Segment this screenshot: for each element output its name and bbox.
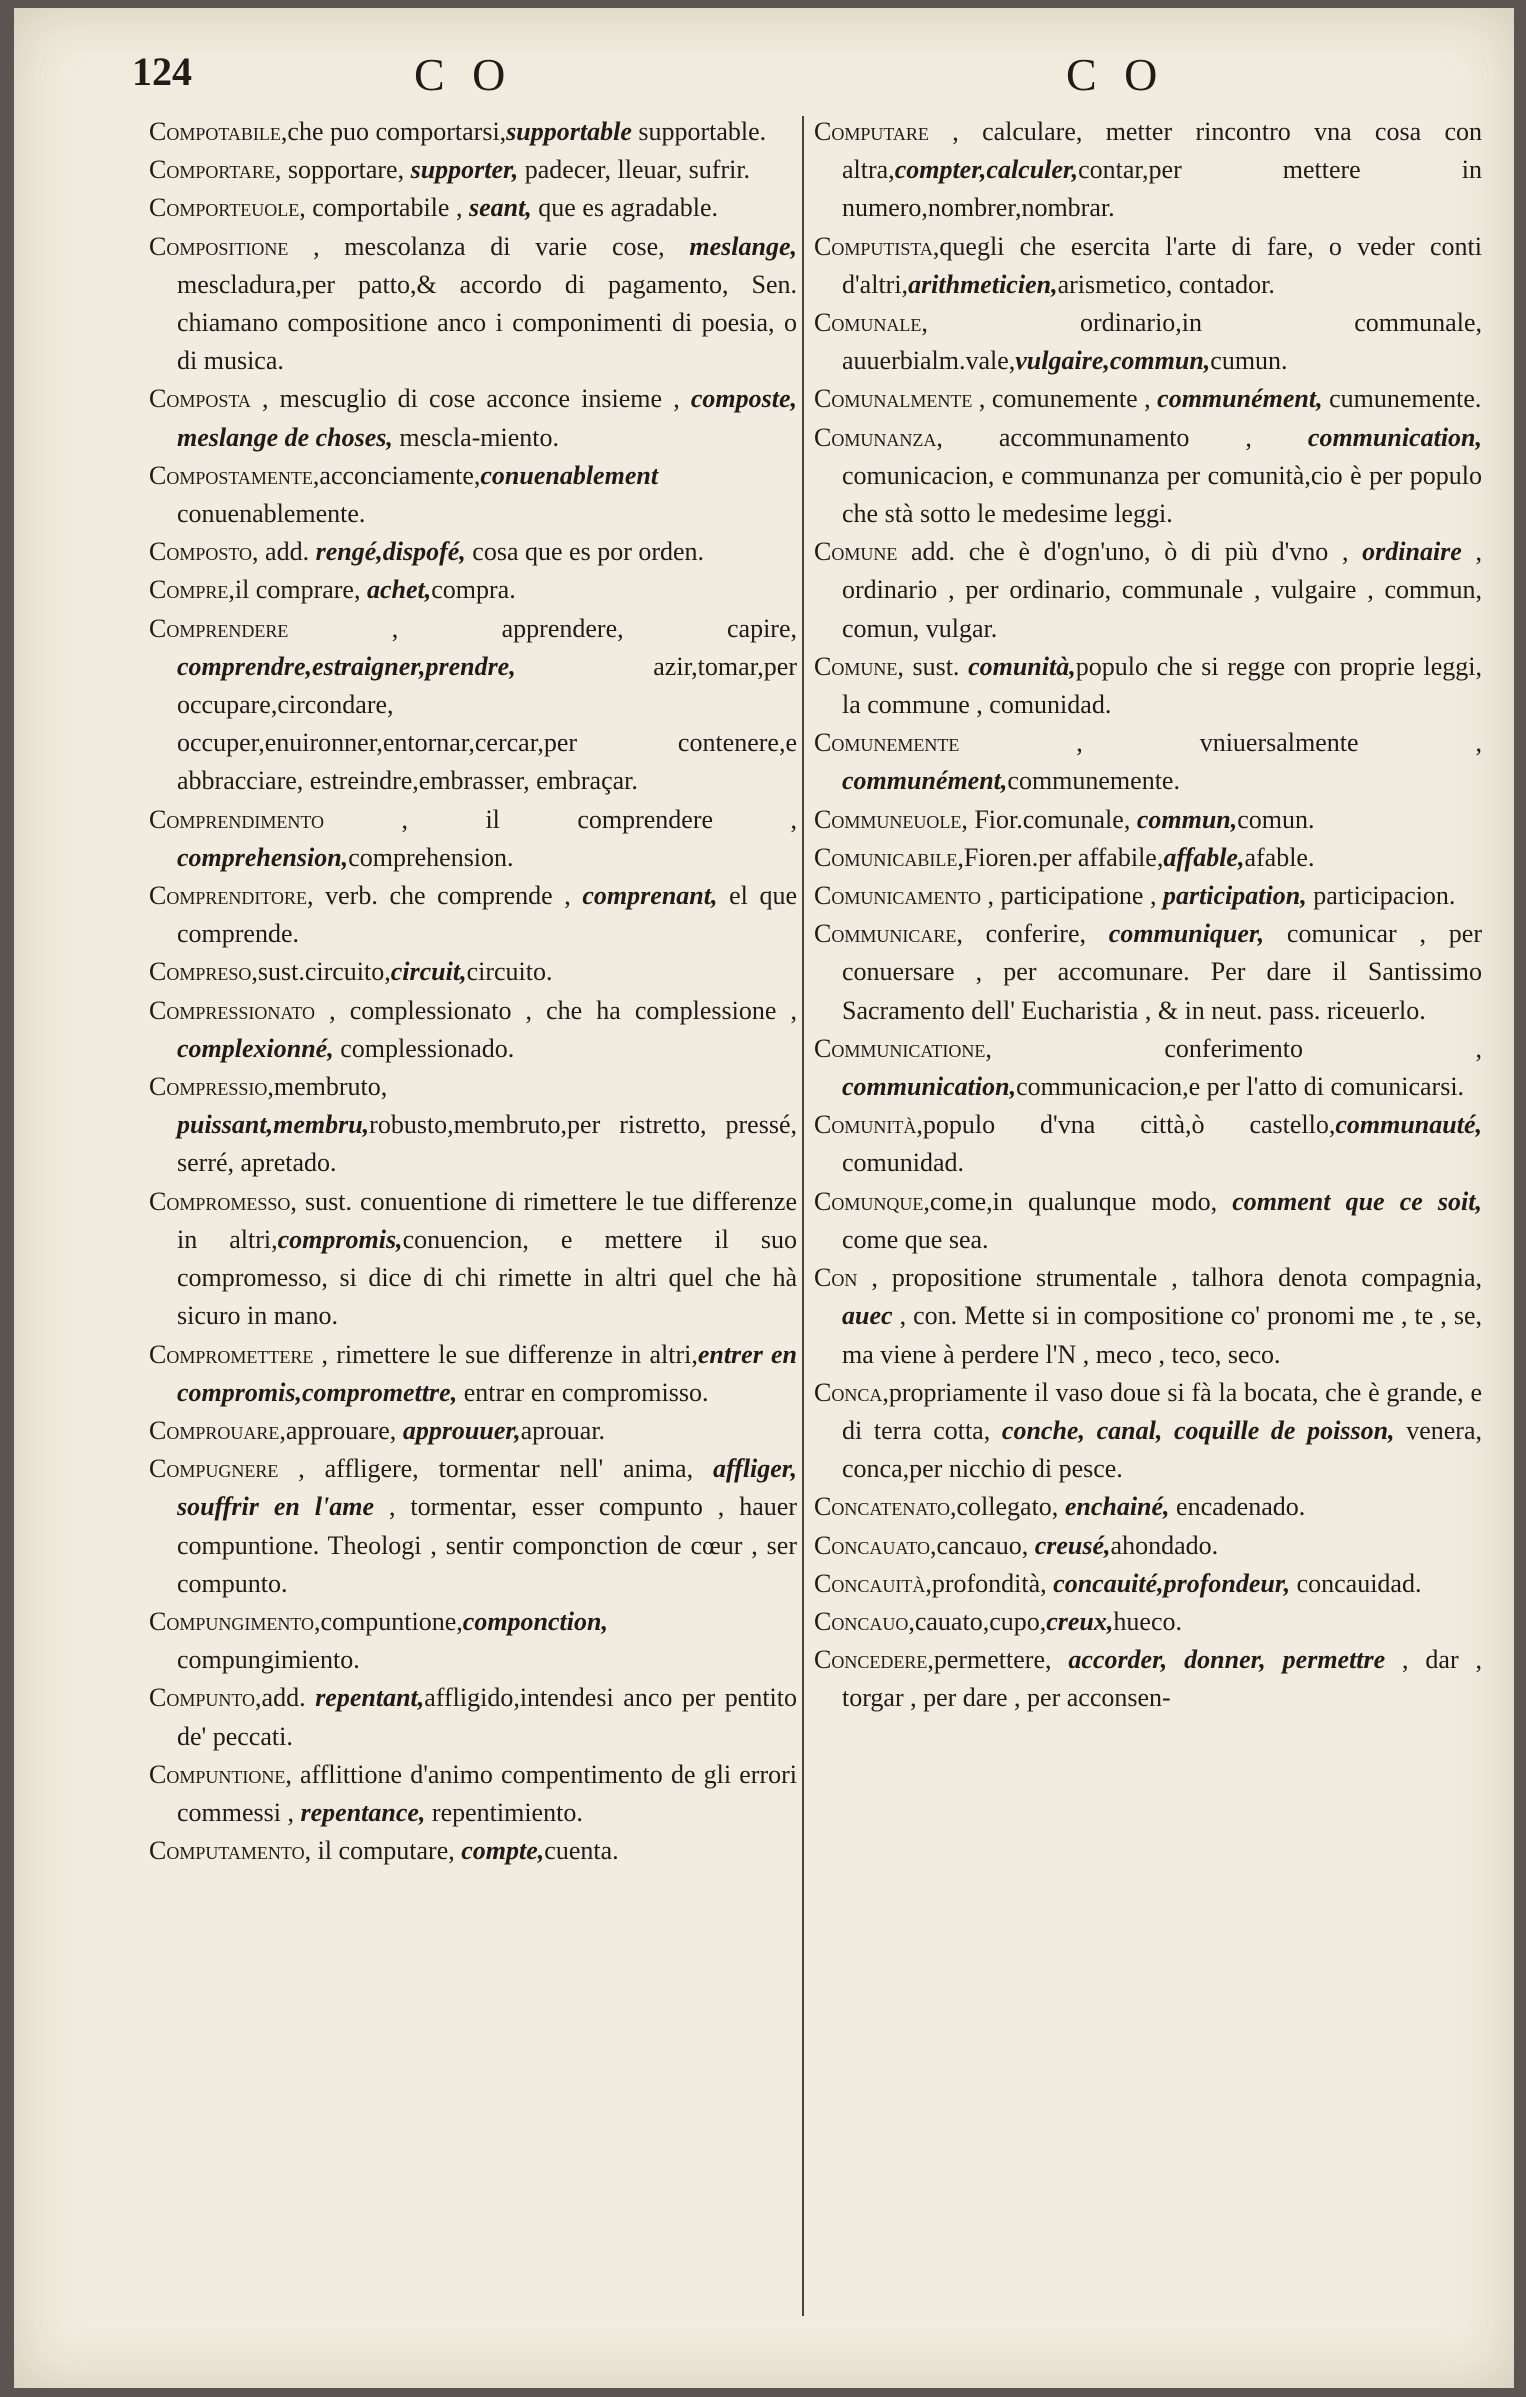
entry-french-equivalent: enchainé,	[1064, 1492, 1170, 1522]
entry-french-equivalent: affable,	[1163, 842, 1245, 872]
entry-french-equivalent: vulgaire,commun,	[1015, 346, 1211, 376]
entry-definition: profondità,	[931, 1568, 1054, 1598]
dictionary-entry	[149, 1068, 797, 1183]
entry-headword: Comunale,	[814, 308, 928, 338]
entry-headword: Concauato,	[814, 1530, 937, 1560]
entry-headword: Computista,	[814, 231, 940, 261]
entry-continuation: conuenablemente.	[177, 499, 366, 529]
entry-headword: Composto,	[149, 537, 259, 567]
dictionary-entry	[149, 151, 797, 189]
entry-definition: cancauo,	[936, 1530, 1035, 1560]
dictionary-entry	[814, 877, 1482, 915]
entry-definition: conferimento ,	[991, 1033, 1482, 1063]
dictionary-entry	[814, 1030, 1482, 1106]
dictionary-entry	[149, 1412, 797, 1450]
page-header	[14, 48, 1514, 108]
entry-french-equivalent: approuuer,	[402, 1415, 521, 1445]
entry-french-equivalent: arithmeticien,	[908, 269, 1058, 299]
entry-continuation: concauidad.	[1290, 1568, 1422, 1598]
entry-headword: Communicare,	[814, 919, 963, 949]
entry-continuation: arismetico, contador.	[1057, 269, 1275, 299]
entry-definition: , apprendere, capire,	[288, 613, 797, 643]
entry-continuation: afable.	[1244, 842, 1315, 872]
dictionary-entry	[149, 992, 797, 1068]
entry-definition: , il comprendere ,	[324, 804, 797, 834]
entry-headword: Comunicamento	[814, 881, 982, 911]
entry-continuation: comunidad.	[842, 1148, 965, 1178]
dictionary-entry	[814, 380, 1482, 418]
entry-continuation: mescladura,per patto,& accordo di pagamento, Sen. chiamano compositione anco i componimenti di poesia, o di musica.	[177, 269, 797, 376]
entry-french-equivalent: compromis,	[277, 1224, 403, 1254]
entry-headword: Comporteuole,	[149, 193, 306, 223]
entry-continuation: participacion.	[1306, 881, 1456, 911]
dictionary-entry	[149, 1832, 797, 1870]
entry-definition: sust.circuito,	[257, 957, 391, 987]
entry-french-equivalent: compter,calculer,	[894, 155, 1079, 185]
dictionary-entry	[814, 915, 1482, 1030]
entry-french-equivalent: communément,	[1157, 384, 1323, 414]
entry-definition: conferire,	[962, 919, 1109, 949]
entry-continuation: cumun.	[1210, 346, 1288, 376]
entry-headword: Compungimento,	[149, 1606, 321, 1636]
dictionary-entry	[149, 1679, 797, 1755]
entry-french-equivalent: ordinaire	[1362, 537, 1462, 567]
dictionary-entry	[814, 228, 1482, 304]
right-column	[814, 113, 1482, 1718]
entry-continuation: communicacion,e per l'atto di comunicarsi.	[1016, 1072, 1465, 1102]
dictionary-entry	[149, 877, 798, 953]
entry-french-equivalent: commun,	[1136, 804, 1238, 834]
entry-continuation: , ordinario , per ordinario, communale , vulgaire , commun, comun, vulgar.	[842, 537, 1482, 643]
dictionary-entry	[149, 1603, 797, 1679]
entry-definition: sust. conuentione di rimettere le tue differenze in altri,	[177, 1186, 797, 1254]
entry-continuation: come que sea.	[842, 1224, 989, 1254]
entry-continuation: comprehension.	[348, 842, 514, 872]
entry-continuation: padecer, lleuar, sufrir.	[518, 155, 751, 185]
entry-headword: Composta	[149, 384, 251, 414]
entry-french-equivalent: repentance,	[300, 1797, 426, 1827]
entry-headword: Concauo,	[814, 1606, 915, 1636]
entry-headword: Compressio,	[149, 1072, 274, 1102]
entry-headword: Compressionato	[149, 995, 316, 1025]
entry-definition: come,in qualunque modo,	[929, 1186, 1233, 1216]
dictionary-entry	[814, 648, 1482, 724]
running-head-right: C O	[1066, 49, 1166, 100]
entry-continuation: , dar , torgar , per dare , per acconsen-	[842, 1645, 1482, 1713]
dictionary-entry	[149, 228, 797, 381]
entry-french-equivalent: auec	[842, 1301, 893, 1331]
entry-continuation: entrar en compromisso.	[457, 1377, 709, 1407]
entry-headword: Comprouare,	[149, 1415, 286, 1445]
entry-headword: Compromesso,	[149, 1186, 297, 1216]
entry-french-equivalent: componction,	[462, 1606, 608, 1636]
dictionary-entry	[149, 533, 797, 571]
dictionary-entry	[149, 571, 797, 609]
dictionary-entry	[149, 1183, 797, 1336]
entry-continuation: affligido,intendesi anco per pentito de' peccati.	[177, 1683, 797, 1751]
entry-definition: sust.	[903, 651, 969, 681]
entry-headword: Compostamente,	[149, 460, 320, 490]
entry-headword: Comunità,	[814, 1110, 923, 1140]
entry-headword: Compugnere	[149, 1454, 279, 1484]
entry-french-equivalent: communication,	[1307, 422, 1482, 452]
entry-french-equivalent: entrer en compromis,compromettre,	[177, 1339, 798, 1407]
entry-french-equivalent: comment que ce soit,	[1232, 1186, 1482, 1216]
entry-continuation: mescla-miento.	[392, 422, 559, 452]
entry-headword: Compuntione,	[149, 1759, 292, 1789]
entry-definition: compuntione,	[320, 1606, 463, 1636]
entry-definition: membruto,	[273, 1072, 388, 1102]
entry-definition: populo d'vna città,ò castello,	[922, 1110, 1336, 1140]
entry-continuation: communemente.	[1007, 766, 1180, 796]
entry-definition: il comprare,	[234, 575, 367, 605]
entry-french-equivalent: comprendre,estraigner,prendre,	[177, 651, 516, 681]
entry-french-equivalent: participation,	[1162, 881, 1307, 911]
entry-continuation: compra.	[431, 575, 516, 605]
dictionary-entry	[149, 801, 797, 877]
entry-definition: add.	[261, 1683, 316, 1713]
entry-french-equivalent: complexionné,	[177, 1033, 334, 1063]
entry-french-equivalent: circuit,	[390, 957, 467, 987]
page-number: 124	[132, 49, 192, 94]
entry-definition: quegli che esercita l'arte di fare, o veder conti d'altri,	[842, 231, 1482, 299]
dictionary-entry	[814, 304, 1482, 380]
entry-french-equivalent: communication,	[842, 1072, 1017, 1102]
dictionary-entry	[814, 1374, 1483, 1489]
entry-definition: acconciamente,	[319, 460, 481, 490]
entry-headword: Compunto,	[149, 1683, 262, 1713]
entry-headword: Conca,	[814, 1377, 889, 1407]
entry-continuation: , tormentar, esser compunto , hauer compuntione. Theologi , sentir componction de cœur , ser compunto.	[177, 1492, 797, 1598]
entry-french-equivalent: conuenablement	[480, 460, 659, 490]
entry-french-equivalent: comprenant,	[582, 881, 718, 911]
dictionary-entry	[814, 801, 1482, 839]
dictionary-entry	[814, 1183, 1482, 1259]
entry-headword: Compositione	[149, 231, 289, 261]
dictionary-entry	[149, 189, 797, 227]
entry-french-equivalent: accorder, donner, permettre	[1068, 1645, 1386, 1675]
entry-definition: comportabile ,	[305, 193, 469, 223]
running-head-left: C O	[414, 49, 514, 100]
dictionary-entry	[814, 839, 1482, 877]
entry-continuation: repentimiento.	[425, 1797, 583, 1827]
dictionary-entry	[814, 724, 1482, 800]
entry-headword: Communicatione,	[814, 1033, 992, 1063]
entry-headword: Compre,	[149, 575, 235, 605]
entry-continuation: cuenta.	[544, 1836, 619, 1866]
entry-definition: , comunemente ,	[972, 384, 1158, 414]
dictionary-entry	[814, 1488, 1482, 1526]
entry-french-equivalent: compte,	[461, 1836, 545, 1866]
entry-definition: add.	[258, 537, 316, 567]
entry-definition: , complessionato , che ha complessione ,	[315, 995, 797, 1025]
entry-continuation: ahondado.	[1110, 1530, 1219, 1560]
entry-headword: Computare	[814, 117, 929, 146]
entry-definition: afflittione d'animo compentimento de gli errori commessi ,	[177, 1759, 797, 1827]
entry-continuation: populo che si regge con proprie leggi, la commune , comunidad.	[842, 651, 1482, 720]
entry-continuation: comunicar , per conuersare , per accomunare. Per dare il Santissimo Sacramento dell' Eucharistia , & in neut. pass. riceuerlo.	[842, 919, 1482, 1025]
entry-french-equivalent: seant,	[468, 193, 532, 223]
entry-definition: verb. che comprende ,	[313, 881, 583, 911]
dictionary-entry	[149, 1756, 797, 1832]
entry-definition: , mescolanza di varie cose,	[288, 231, 690, 261]
dictionary-entry	[149, 610, 797, 801]
entry-french-equivalent: supportable	[506, 117, 632, 146]
entry-continuation: robusto,membruto,per ristretto, pressé, serré, apretado.	[177, 1110, 797, 1178]
entry-french-equivalent: communiquer,	[1108, 919, 1265, 949]
entry-definition: , affligere, tormentar nell' anima,	[278, 1454, 713, 1484]
entry-continuation: cumunemente.	[1322, 384, 1482, 414]
entry-definition: , propositione strumentale , talhora denota compagnia,	[857, 1263, 1482, 1293]
entry-french-equivalent: achet,	[366, 575, 432, 605]
entry-definition: propriamente il vaso doue si fà la bocata, che è grande, e di terra cotta,	[842, 1377, 1482, 1445]
dictionary-entry	[814, 113, 1482, 228]
entry-french-equivalent: puissant,membru,	[177, 1110, 370, 1140]
entry-french-equivalent: concauité,profondeur,	[1053, 1568, 1291, 1598]
left-column	[149, 113, 797, 1870]
entry-headword: Comunicabile,	[814, 842, 964, 872]
dictionary-entry	[814, 1106, 1482, 1182]
entry-definition: , rimettere le sue differenze in altri,	[313, 1339, 698, 1369]
entry-headword: Concedere,	[814, 1645, 934, 1675]
entry-definition: il computare,	[311, 1836, 462, 1866]
dictionary-entry	[814, 1565, 1482, 1603]
entry-headword: Comunalmente	[814, 384, 973, 414]
entry-headword: Comunque,	[814, 1186, 930, 1216]
entry-french-equivalent: comprehension,	[177, 842, 349, 872]
entry-continuation: que es agradable.	[531, 193, 719, 223]
entry-french-equivalent: rengé,dispofé,	[315, 537, 466, 567]
entry-french-equivalent: affliger, souffrir en l'ame	[177, 1454, 797, 1522]
dictionary-entry	[814, 1641, 1482, 1717]
entry-definition: , participatione ,	[981, 881, 1163, 911]
dictionary-entry	[149, 953, 797, 991]
entry-definition: approuare,	[285, 1415, 403, 1445]
entry-continuation: aprouar.	[520, 1415, 606, 1445]
entry-headword: Compreso,	[149, 957, 258, 987]
dictionary-entry	[149, 113, 797, 151]
entry-french-equivalent: creux,	[1046, 1606, 1114, 1636]
entry-french-equivalent: comunità,	[968, 651, 1076, 681]
entry-continuation: cosa que es por orden.	[465, 537, 705, 567]
entry-definition: Fior.comunale,	[967, 804, 1137, 834]
entry-headword: Comune	[814, 537, 898, 567]
entry-definition: add. che è d'ogn'uno, ò di più d'vno ,	[897, 537, 1363, 567]
dictionary-entry	[149, 1450, 797, 1603]
entry-continuation: comunicacion, e communanza per comunità,cio è per populo che stà sotto le medesime leggi.	[842, 460, 1482, 529]
entry-french-equivalent: repentant,	[315, 1683, 425, 1713]
entry-definition: permettere,	[933, 1645, 1069, 1675]
entry-headword: Concatenato,	[814, 1492, 957, 1522]
entry-continuation: conuencion, e mettere il suo compromesso, si dice di chi rimette in altri quel che hà sicuro in mano.	[177, 1224, 797, 1331]
dictionary-entry	[149, 1336, 798, 1412]
entry-definition: accommunamento ,	[942, 422, 1308, 452]
entry-continuation: circuito.	[466, 957, 553, 987]
entry-continuation: venera, conca,per nicchio di pesce.	[842, 1415, 1483, 1484]
entry-headword: Compotabile,	[149, 117, 288, 146]
entry-headword: Computamento,	[149, 1836, 312, 1866]
entry-headword: Comprendere	[149, 613, 289, 643]
entry-headword: Comprenditore,	[149, 881, 314, 911]
entry-continuation: supportable.	[631, 117, 767, 146]
entry-definition: , sopportare,	[274, 155, 411, 185]
entry-french-equivalent: communément,	[842, 766, 1008, 796]
entry-headword: Comune,	[814, 651, 904, 681]
entry-french-equivalent: supporter,	[410, 155, 519, 185]
entry-continuation: compungimiento.	[177, 1645, 360, 1675]
entry-definition: collegato,	[956, 1492, 1065, 1522]
entry-french-equivalent: meslange,	[689, 231, 797, 261]
dictionary-entry	[814, 1603, 1482, 1641]
entry-headword: Con	[814, 1263, 858, 1293]
entry-continuation: contar,per mettere in numero,nombrer,nombrar.	[842, 155, 1482, 223]
dictionary-entry	[149, 380, 797, 456]
entry-continuation: comun.	[1237, 804, 1315, 834]
entry-continuation: azir,tomar,per occupare,circondare, occuper,enuironner,entornar,cercar,per contenere,e abbracciare, estreindre,embrasser, embraçar.	[177, 651, 797, 796]
entry-headword: Comunemente	[814, 728, 960, 758]
entry-headword: Comprendimento	[149, 804, 325, 834]
column-divider	[802, 116, 804, 2316]
entry-french-equivalent: creusé,	[1034, 1530, 1111, 1560]
entry-continuation: hueco.	[1113, 1606, 1182, 1636]
dictionary-entry	[814, 1527, 1482, 1565]
entry-definition: , vniuersalmente ,	[959, 728, 1482, 758]
entry-headword: Concauità,	[814, 1568, 932, 1598]
entry-definition: ordinario,in communale, auuerbialm.vale,	[842, 308, 1482, 376]
entry-headword: Comunanza,	[814, 422, 943, 452]
dictionary-entry	[814, 533, 1482, 648]
dictionary-entry	[149, 457, 797, 533]
entry-continuation: , con. Mette si in compositione co' pronomi me , te , se, ma viene à perdere l'N , meco , teco, seco.	[842, 1301, 1482, 1369]
entry-continuation: complessionado.	[333, 1033, 515, 1063]
dictionary-page	[14, 8, 1514, 2388]
entry-definition: , calculare, metter rincontro vna cosa con altra,	[842, 117, 1482, 185]
entry-headword: Compromettere	[149, 1339, 314, 1369]
dictionary-entry	[814, 419, 1482, 534]
entry-definition: Fioren.per affabile,	[963, 842, 1164, 872]
entry-headword: Comportare	[149, 155, 275, 185]
entry-definition: che puo comportarsi,	[287, 117, 507, 146]
entry-french-equivalent: composte, meslange de choses,	[177, 384, 797, 452]
entry-headword: Communeuole,	[814, 804, 968, 834]
entry-definition: cauato,cupo,	[914, 1606, 1047, 1636]
dictionary-entry	[814, 1259, 1482, 1374]
entry-french-equivalent: conche, canal, coquille de poisson,	[1001, 1415, 1395, 1445]
entry-definition: , mescuglio di cose acconce insieme ,	[250, 384, 691, 414]
entry-continuation: encadenado.	[1169, 1492, 1306, 1522]
entry-french-equivalent: communauté,	[1335, 1110, 1482, 1140]
entry-continuation: el que comprende.	[177, 881, 798, 949]
